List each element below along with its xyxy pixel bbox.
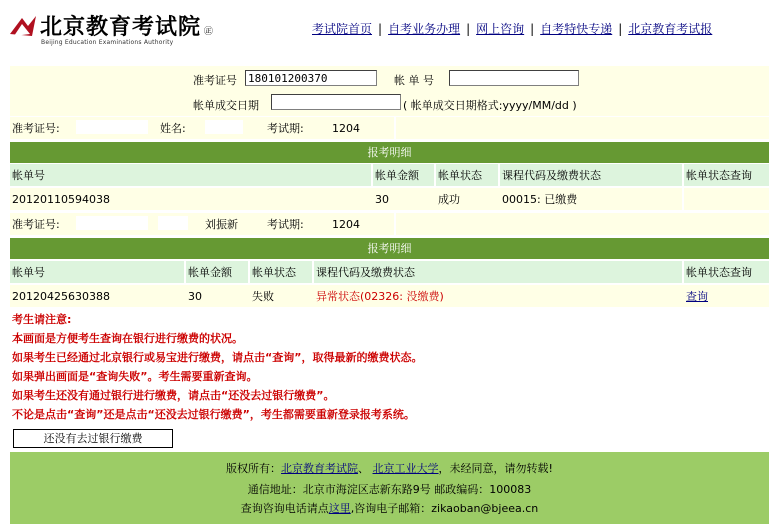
col-status: 帐单状态 [252, 266, 296, 279]
course-status: 00015: 已缴费 [502, 193, 578, 206]
footer-address: 通信地址：北京市海淀区志新东路9号 邮政编码：100083 [247, 483, 532, 496]
notice-line: 不论是点击“查询”还是点击“还没去过银行缴费”，考生都需要重新登录报考系统。 [12, 408, 415, 421]
site-logo[interactable] [8, 10, 218, 50]
redacted-name [205, 120, 243, 134]
query-status-link[interactable]: 查询 [686, 290, 708, 303]
bill-number-input[interactable] [449, 70, 579, 86]
col-query: 帐单状态查询 [686, 169, 752, 182]
footer-contact: 查询咨询电话请点这里,咨询电子邮箱：zikaoban@bjeea.cn [240, 502, 539, 515]
record-2-section-title: 报考明细 [10, 238, 769, 259]
record-2-info [10, 213, 769, 235]
notice-title: 考生请注意: [12, 313, 72, 326]
footer-contact-link[interactable]: 这里 [328, 502, 351, 515]
footer-copyright: 版权所有：北京教育考试院、 北京工业大学，未经同意，请勿转载! [226, 462, 553, 475]
notice-line: 如果考生已经通过北京银行或易宝进行缴费，请点击“查询”，取得最新的缴费状态。 [12, 351, 423, 364]
logo-text-cn: 北京教育考试院 ㊣ [40, 14, 213, 40]
table-row [10, 285, 769, 307]
bill-status: 成功 [438, 193, 460, 206]
logo-text-en: Beijing Education Examinations Authority [41, 39, 174, 46]
page-header [0, 0, 775, 60]
nav-link-home[interactable]: 考试院首页 [312, 22, 373, 36]
divider [682, 188, 684, 210]
col-bill-no: 帐单号 [12, 266, 45, 279]
bill-number: 20120425630388 [12, 289, 110, 303]
col-query: 帐单状态查询 [686, 266, 752, 279]
nav-link-newspaper[interactable]: 北京教育考试报 [628, 22, 713, 36]
bill-number: 20120110594038 [12, 192, 110, 206]
logo-emblem-icon [8, 12, 38, 42]
redacted-ticket [76, 120, 148, 134]
col-course: 课程代码及缴费状态 [502, 169, 601, 182]
notice-line: 如果弹出画面是“查询失败”。考生需要重新查询。 [12, 370, 258, 383]
bill-number-label: 帐 单 号 [394, 74, 434, 87]
record-2-name-value: 刘振新 [205, 218, 238, 231]
record-1-header-row [10, 164, 769, 186]
course-status: 异常状态(02326: 没缴费) [316, 290, 444, 303]
col-amount: 帐单金额 [188, 266, 232, 279]
ticket-number-input[interactable] [245, 70, 377, 86]
col-bill-no: 帐单号 [12, 169, 45, 182]
divider [394, 213, 396, 235]
bill-date-input[interactable] [271, 94, 401, 110]
col-course: 课程代码及缴费状态 [316, 266, 415, 279]
record-1-ticket-label: 准考证号: [12, 122, 60, 135]
record-2-header-row [10, 261, 769, 283]
footer-link-bjeea[interactable]: 北京教育考试院 [281, 462, 359, 475]
divider [394, 117, 396, 139]
notice-line: 本画面是方便考生查询在银行进行缴费的状况。 [12, 332, 243, 345]
record-1-name-label: 姓名: [160, 122, 186, 135]
redacted-ticket [76, 216, 148, 230]
footer-link-bjut[interactable]: 北京工业大学 [372, 462, 439, 475]
bill-status: 失败 [252, 290, 274, 303]
bill-amount: 30 [188, 289, 202, 303]
col-status: 帐单状态 [438, 169, 482, 182]
nav-link-self-exam[interactable]: 自考业务办理 [388, 22, 461, 36]
col-amount: 帐单金额 [375, 169, 419, 182]
record-1-exam-label: 考试期: [267, 122, 304, 135]
page-footer [10, 452, 769, 524]
ticket-label: 准考证号 [193, 74, 237, 87]
record-1-info [10, 117, 769, 139]
record-2-exam-label: 考试期: [267, 218, 304, 231]
query-form [10, 66, 769, 116]
record-1-exam-value: 1204 [332, 121, 360, 135]
nav-link-consult[interactable]: 网上咨询 [476, 22, 525, 36]
redacted-name [158, 216, 188, 230]
not-paid-yet-button[interactable]: 还没有去过银行缴费 [13, 429, 173, 448]
record-2-exam-value: 1204 [332, 217, 360, 231]
table-row [10, 188, 769, 210]
date-format-hint: ( 帐单成交日期格式:yyyy/MM/dd ) [403, 99, 577, 112]
notice-line: 如果考生还没有通过银行进行缴费，请点击“还没去过银行缴费”。 [12, 389, 335, 402]
bill-date-label: 帐单成交日期 [193, 99, 259, 112]
record-1-section-title: 报考明细 [10, 142, 769, 163]
record-2-ticket-label: 准考证号: [12, 218, 60, 231]
bill-amount: 30 [375, 192, 389, 206]
top-nav: 考试院首页 | 自考业务办理 | 网上咨询 | 自考特快专递 | 北京教育考试报 [312, 22, 713, 36]
nav-link-express[interactable]: 自考特快专递 [540, 22, 613, 36]
